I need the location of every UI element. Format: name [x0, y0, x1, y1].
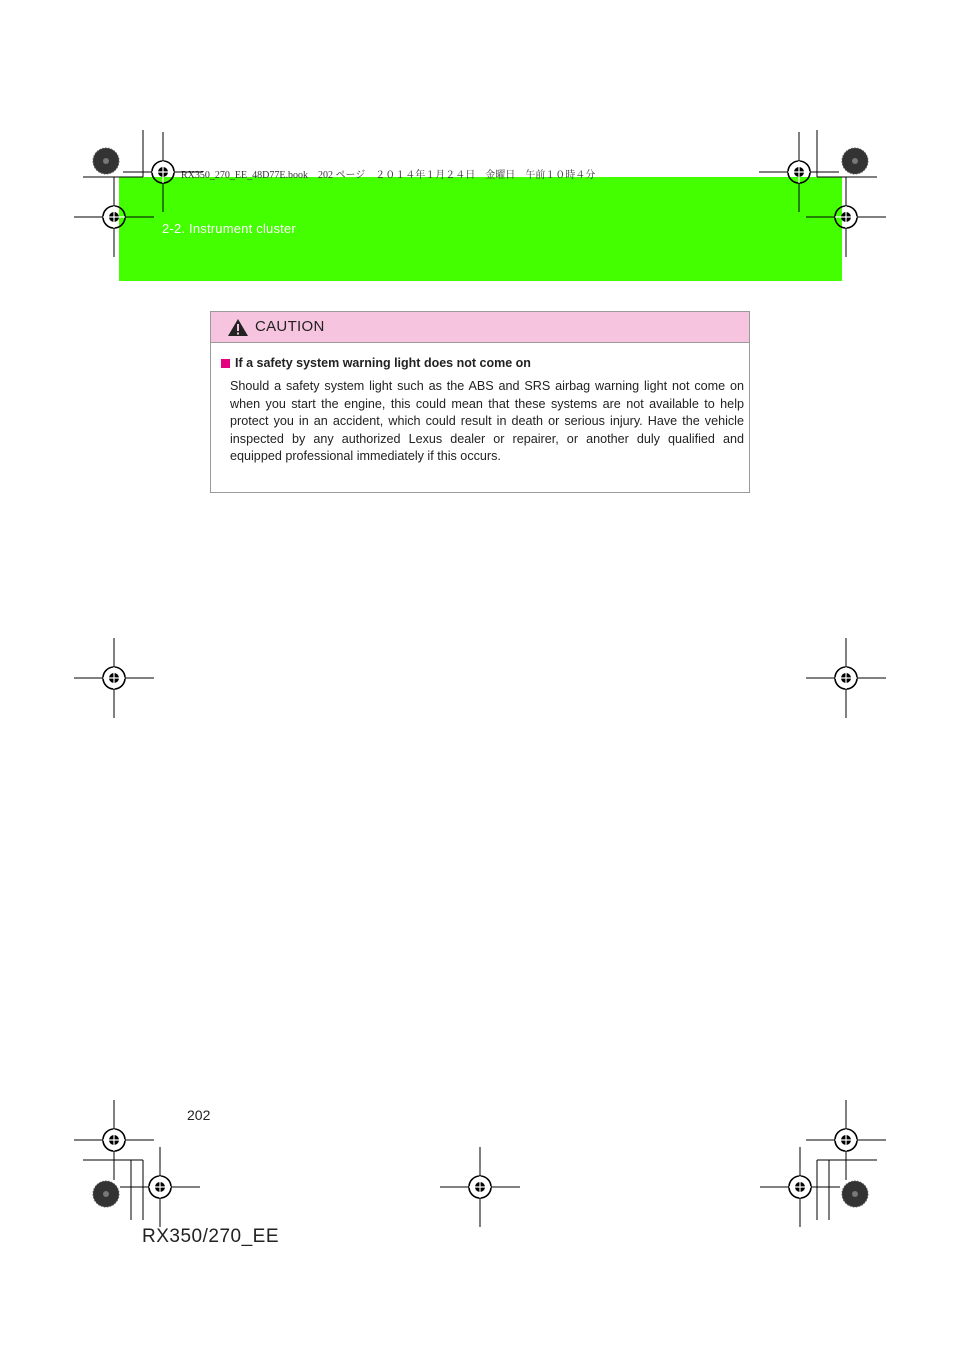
registration-burst-mark — [93, 148, 119, 174]
page-number: 202 — [187, 1107, 211, 1123]
caution-header — [211, 312, 749, 343]
registration-mark — [120, 1147, 200, 1227]
caution-label: CAUTION — [255, 318, 325, 335]
caution-item-title — [221, 356, 531, 370]
model-code: RX350/270_EE — [142, 1226, 279, 1247]
registration-mark — [74, 1100, 154, 1180]
registration-mark — [806, 638, 886, 718]
registration-mark — [123, 132, 203, 212]
registration-mark — [759, 132, 839, 212]
section-title: 2-2. Instrument cluster — [162, 221, 296, 236]
registration-burst-mark — [93, 1181, 119, 1207]
warning-triangle-icon — [227, 318, 249, 337]
bullet-square-icon — [221, 359, 230, 368]
registration-mark — [440, 1147, 520, 1227]
registration-burst-mark — [842, 1181, 868, 1207]
registration-burst-mark — [842, 148, 868, 174]
caution-box — [210, 311, 750, 493]
registration-mark — [760, 1147, 840, 1227]
registration-mark — [74, 638, 154, 718]
registration-mark — [806, 177, 886, 257]
registration-mark — [74, 177, 154, 257]
registration-mark — [806, 1100, 886, 1180]
caution-item-title-text: If a safety system warning light does not come on — [235, 356, 531, 370]
print-info: RX350_270_EE_48D77E.book 202 ページ ２０１４年１月２４日 金曜日 午前１０時４分 — [181, 170, 596, 181]
caution-body-text: Should a safety system light such as the ABS and SRS airbag warning light not come on when you start the engine, this could mean that these systems are not available to help protect you in an accident, which could result in death or serious injury. Have the vehicle inspected by any authorized Lexus dealer or repairer, or another duly qualified and equipped professional immediately if this occurs. — [230, 379, 744, 464]
